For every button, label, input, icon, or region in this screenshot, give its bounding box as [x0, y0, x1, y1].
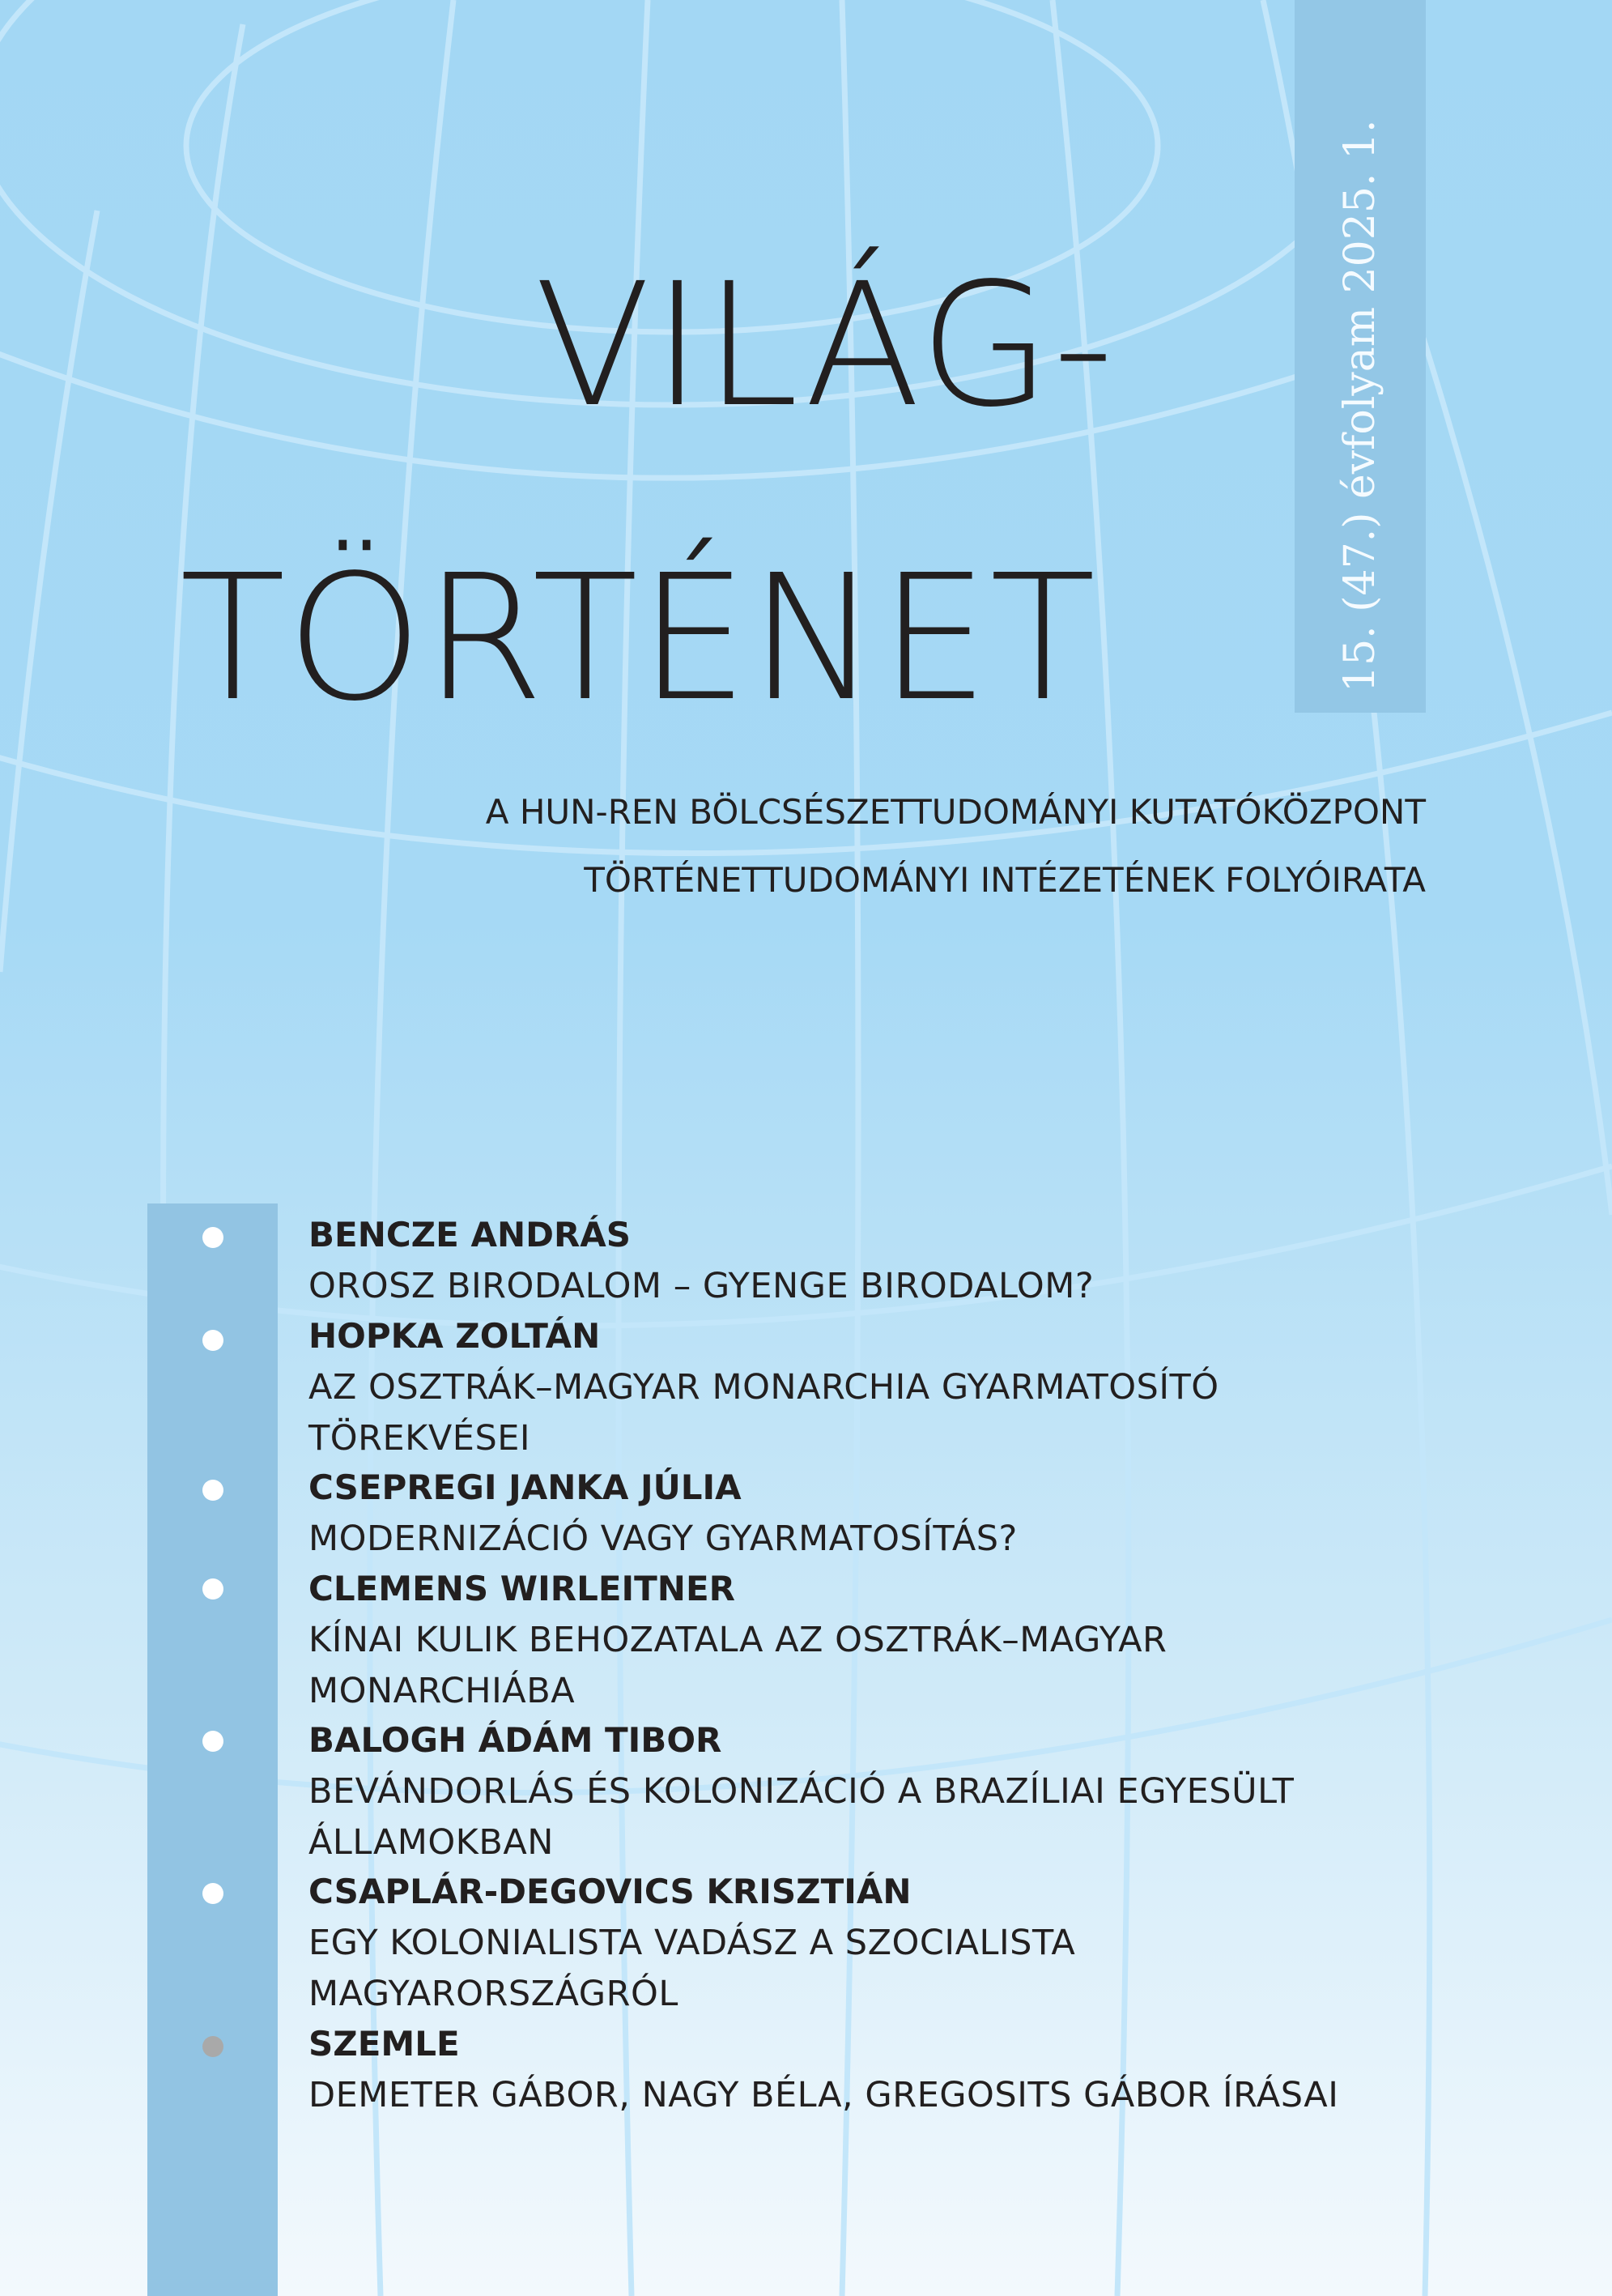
entry-author: BENCZE ANDRÁS [308, 1215, 632, 1254]
entry-author: CSEPREGI JANKA JÚLIA [308, 1467, 742, 1507]
bullet-icon [202, 1578, 223, 1600]
bullet-icon [202, 1330, 223, 1351]
publisher-line2: TÖRTÉNETTUDOMÁNYI INTÉZETÉNEK FOLYÓIRATA [584, 860, 1426, 900]
review-authors: DEMETER GÁBOR, NAGY BÉLA, GREGOSITS GÁBOR ÍRÁSAI [308, 2075, 1339, 2115]
review-heading: SZEMLE [308, 2024, 460, 2064]
volume-info-container [1295, 0, 1426, 713]
publisher-line1: A HUN-REN BÖLCSÉSZETTUDOMÁNYI KUTATÓKÖZPONT [485, 792, 1426, 832]
entry-title: MONARCHIÁBA [308, 1671, 576, 1711]
volume-info: 15. (47.) évfolyam 2025. 1. [1336, 119, 1384, 692]
bullet-icon [202, 1883, 223, 1904]
entry-title: AZ OSZTRÁK–MAGYAR MONARCHIA GYARMATOSÍTÓ [308, 1367, 1219, 1408]
entry-title: MODERNIZÁCIÓ VAGY GYARMATOSÍTÁS? [308, 1519, 1018, 1559]
entry-author: HOPKA ZOLTÁN [308, 1316, 601, 1356]
entry-author: CLEMENS WIRLEITNER [308, 1569, 735, 1608]
entry-title: KÍNAI KULIK BEHOZATALA AZ OSZTRÁK–MAGYAR [308, 1620, 1168, 1660]
entry-title: TÖREKVÉSEI [308, 1418, 531, 1459]
journal-title-line2: TÖRTÉNET [180, 538, 1097, 739]
entry-author: CSAPLÁR-DEGOVICS KRISZTIÁN [308, 1872, 912, 1911]
entry-author: BALOGH ÁDÁM TIBOR [308, 1720, 722, 1760]
entry-title: BEVÁNDORLÁS ÉS KOLONIZÁCIÓ A BRAZÍLIAI EGYESÜLT [308, 1771, 1295, 1812]
bullet-icon [202, 1227, 223, 1248]
entry-title: OROSZ BIRODALOM – GYENGE BIRODALOM? [308, 1266, 1095, 1306]
entry-title: EGY KOLONIALISTA VADÁSZ A SZOCIALISTA [308, 1923, 1076, 1963]
entry-title: ÁLLAMOKBAN [308, 1822, 554, 1863]
bullet-icon [202, 1731, 223, 1752]
review-bullet-icon [202, 2036, 223, 2057]
bullet-icon [202, 1480, 223, 1501]
entry-title: MAGYARORSZÁGRÓL [308, 1974, 678, 2014]
journal-title-line1: VILÁG- [534, 246, 1116, 445]
